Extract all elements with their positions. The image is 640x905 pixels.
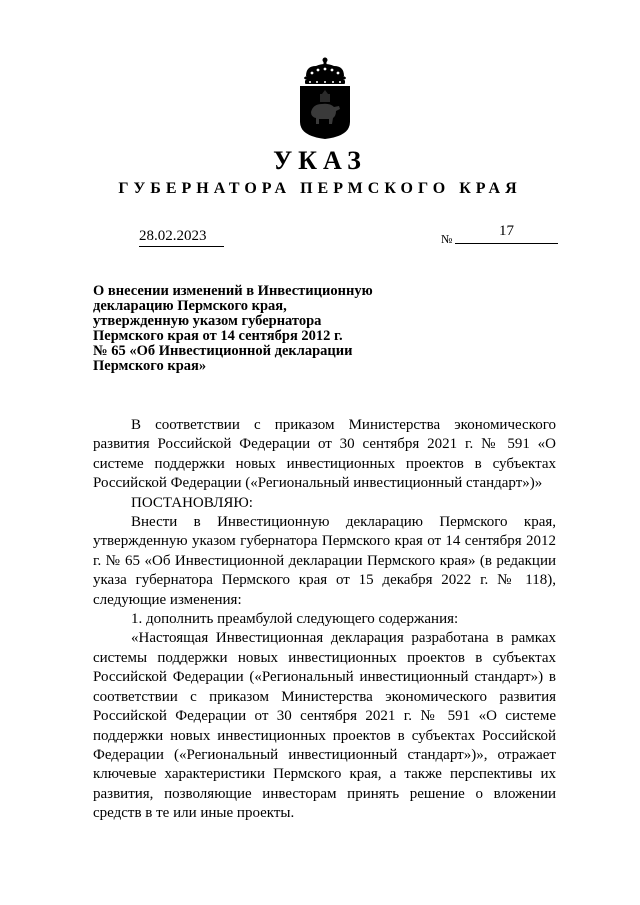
- decree-heading: ПОСТАНОВЛЯЮ:: [131, 494, 253, 511]
- number-sign: №: [441, 232, 453, 246]
- document-number: 17: [455, 223, 558, 244]
- document-title: УКАЗ: [273, 146, 367, 175]
- amendment-paragraph: Внести в Инвестиционную декларацию Пермского края, утвержденную указом губернатора Пермского края от 14 сентября 2012 г. № 65 «Об Инвестиционной декларации Пермского края» (в редакции указа губернатора Пермского края от 15 декабря 2022 г. № 118), следующие изменения:: [93, 514, 556, 608]
- subject-line: О внесении изменений в Инвестиционную: [93, 283, 373, 299]
- coat-of-arms-emblem: [296, 56, 354, 140]
- document-body: [93, 416, 556, 824]
- subject-line: Пермского края от 14 сентября 2012 г.: [93, 328, 343, 344]
- subject-line: декларацию Пермского края,: [93, 298, 287, 314]
- subject-line: № 65 «Об Инвестиционной декларации: [93, 343, 353, 359]
- item-paragraph: 1. дополнить преамбулой следующего содержания:: [131, 611, 459, 628]
- document-subject: [93, 284, 413, 374]
- intro-paragraph: В соответствии с приказом Министерства экономического развития Российской Федерации от 30 сентября 2021 г. № 591 «О системе поддержки новых инвестиционных проектов в субъектах Российской Федерации («Региональный инвестиционный стандарт»)»: [93, 417, 556, 492]
- preamble-paragraph: «Настоящая Инвестиционная декларация разработана в рамках системы поддержки новых инвестиционных проектов в субъектах Российской Федерации («Региональный инвестиционный стандарт») в соответствии с приказом Министерства экономического развития Российской Федерации от 30 сентября 2021 г. № 591 «О системе поддержки новых инвестиционных проектов в субъектах Российской Федерации («Региональный инвестиционный стандарт»)», отражает ключевые характеристики Пермского края, а также перспективы их развития, позволяющие инвесторам принять решение о вложении средств в те или иные проекты.: [93, 630, 556, 822]
- document-date: 28.02.2023: [139, 228, 224, 247]
- document-subtitle: ГУБЕРНАТОРА ПЕРМСКОГО КРАЯ: [118, 180, 522, 197]
- subject-line: Пермского края»: [93, 358, 207, 374]
- subject-line: утвержденную указом губернатора: [93, 313, 322, 329]
